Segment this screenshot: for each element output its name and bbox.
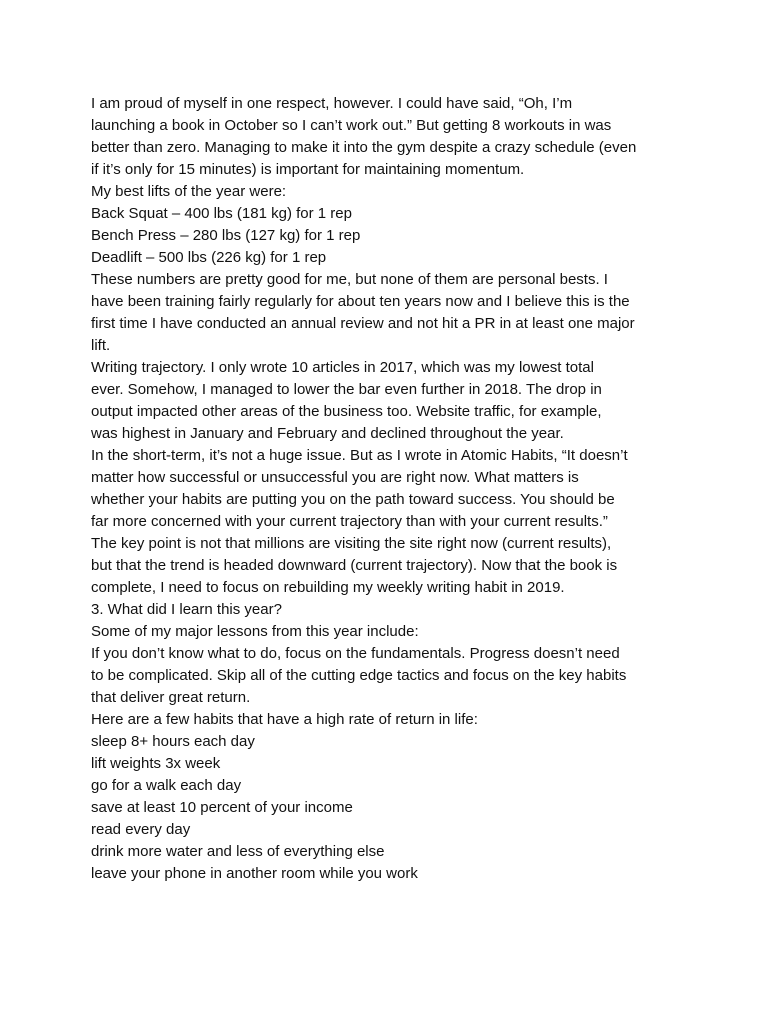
text-line: whether your habits are putting you on the path toward success. You should be: [91, 491, 615, 508]
text-line: If you don’t know what to do, focus on the fundamentals. Progress doesn’t need: [91, 645, 620, 662]
text-line: complete, I need to focus on rebuilding my weekly writing habit in 2019.: [91, 579, 565, 596]
text-line: to be complicated. Skip all of the cutting edge tactics and focus on the key habits: [91, 667, 627, 684]
habit-item: leave your phone in another room while you work: [91, 865, 418, 882]
habit-item: read every day: [91, 821, 191, 838]
text-line: that deliver great return.: [91, 689, 251, 706]
habit-item: save at least 10 percent of your income: [91, 799, 353, 816]
text-line: first time I have conducted an annual review and not hit a PR in at least one major: [91, 315, 635, 332]
text-line: Here are a few habits that have a high rate of return in life:: [91, 711, 478, 728]
text-line: Writing trajectory. I only wrote 10 articles in 2017, which was my lowest total: [91, 359, 594, 376]
text-line: far more concerned with your current trajectory than with your current results.”: [91, 513, 608, 530]
text-line: matter how successful or unsuccessful you are right now. What matters is: [91, 469, 579, 486]
section-heading: 3. What did I learn this year?: [91, 601, 282, 618]
text-line: launching a book in October so I can’t work out.” But getting 8 workouts in was: [91, 117, 612, 134]
lift-item: Deadlift – 500 lbs (226 kg) for 1 rep: [91, 249, 327, 266]
document-body: [91, 93, 701, 885]
text-line: lift.: [91, 337, 111, 354]
text-line: I am proud of myself in one respect, however. I could have said, “Oh, I’m: [91, 95, 573, 112]
text-line: These numbers are pretty good for me, but none of them are personal bests. I: [91, 271, 608, 288]
text-line: In the short-term, it’s not a huge issue. But as I wrote in Atomic Habits, “It doesn’t: [91, 447, 628, 464]
text-line: ever. Somehow, I managed to lower the bar even further in 2018. The drop in: [91, 381, 602, 398]
text-line: The key point is not that millions are visiting the site right now (current results),: [91, 535, 612, 552]
text-line: output impacted other areas of the business too. Website traffic, for example,: [91, 403, 602, 420]
habit-item: drink more water and less of everything else: [91, 843, 385, 860]
text-line: if it’s only for 15 minutes) is important for maintaining momentum.: [91, 161, 525, 178]
lift-item: Back Squat – 400 lbs (181 kg) for 1 rep: [91, 205, 352, 222]
text-line: My best lifts of the year were:: [91, 183, 287, 200]
habit-item: sleep 8+ hours each day: [91, 733, 255, 750]
text-line: was highest in January and February and declined throughout the year.: [91, 425, 564, 442]
text-line: have been training fairly regularly for about ten years now and I believe this is the: [91, 293, 630, 310]
lift-item: Bench Press – 280 lbs (127 kg) for 1 rep: [91, 227, 361, 244]
text-line: Some of my major lessons from this year include:: [91, 623, 419, 640]
text-line: but that the trend is headed downward (current trajectory). Now that the book is: [91, 557, 618, 574]
habit-item: go for a walk each day: [91, 777, 242, 794]
text-line: better than zero. Managing to make it into the gym despite a crazy schedule (even: [91, 139, 637, 156]
habit-item: lift weights 3x week: [91, 755, 221, 772]
